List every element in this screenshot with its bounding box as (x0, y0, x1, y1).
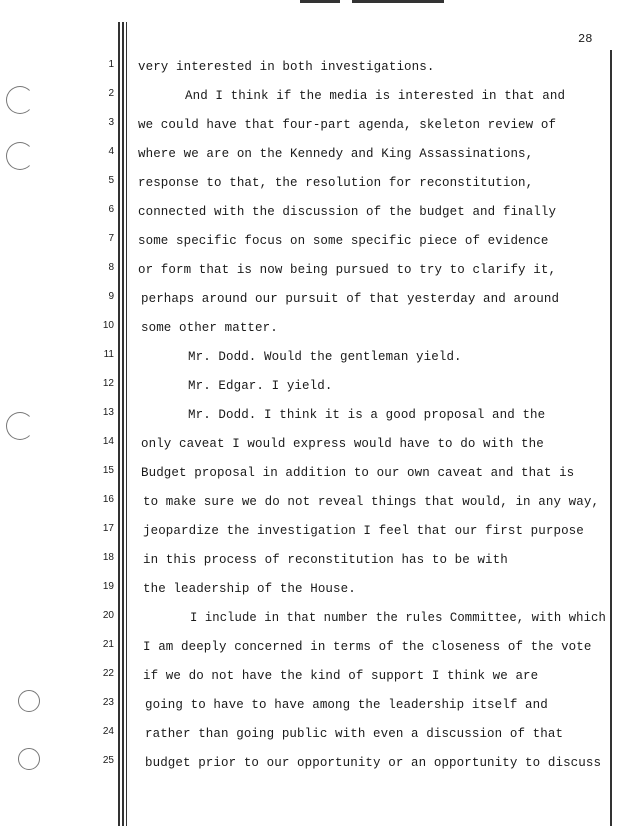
line-number: 7 (108, 233, 114, 244)
line-number: 21 (102, 639, 114, 650)
punch-hole (6, 86, 34, 114)
transcript-line: I am deeply concerned in terms of the closeness of the vote (143, 640, 592, 654)
punch-hole (6, 142, 34, 170)
transcript-line: some specific focus on some specific piece of evidence (138, 234, 549, 248)
line-number: 2 (108, 88, 114, 99)
line-number: 24 (102, 726, 114, 737)
line-number: 18 (102, 552, 114, 563)
line-number: 4 (108, 146, 114, 157)
transcript-line: perhaps around our pursuit of that yesterday and around (141, 292, 560, 306)
transcript-line: very interested in both investigations. (138, 60, 435, 74)
top-header-mark (300, 0, 340, 3)
left-margin-rule (122, 22, 124, 826)
line-number: 3 (108, 117, 114, 128)
right-margin-rule (610, 50, 612, 826)
transcript-line: rather than going public with even a discussion of that (145, 727, 564, 741)
transcript-line: budget prior to our opportunity or an opportunity to discuss (145, 756, 602, 770)
line-number: 25 (102, 755, 114, 766)
transcript-line: only caveat I would express would have to do with the (141, 437, 544, 451)
line-number: 15 (102, 465, 114, 476)
transcript-line: if we do not have the kind of support I think we are (143, 669, 539, 683)
line-number: 6 (108, 204, 114, 215)
transcript-line: Mr. Dodd. Would the gentleman yield. (188, 350, 462, 364)
transcript-line: jeopardize the investigation I feel that our first purpose (143, 524, 584, 538)
transcript-line: where we are on the Kennedy and King Assassinations, (138, 147, 534, 161)
line-number: 11 (103, 349, 114, 360)
line-number: 23 (102, 697, 114, 708)
line-number: 14 (102, 436, 114, 447)
line-number: 12 (102, 378, 114, 389)
punch-hole (18, 690, 40, 712)
line-number: 9 (108, 291, 114, 302)
line-number: 17 (102, 523, 114, 534)
left-margin-rule (126, 22, 127, 826)
line-number: 20 (102, 610, 114, 621)
transcript-line: the leadership of the House. (143, 582, 356, 596)
transcript-line: connected with the discussion of the budget and finally (138, 205, 557, 219)
line-number: 19 (102, 581, 114, 592)
left-margin-rule (118, 22, 120, 826)
transcript-line: Mr. Edgar. I yield. (188, 379, 333, 393)
transcript-line: or form that is now being pursued to try to clarify it, (138, 263, 557, 277)
line-number: 8 (108, 262, 114, 273)
page-number: 28 (578, 32, 593, 46)
transcript-line: response to that, the resolution for reconstitution, (138, 176, 534, 190)
transcript-line: Mr. Dodd. I think it is a good proposal and the (188, 408, 546, 422)
top-header-mark (352, 0, 444, 3)
line-number: 22 (102, 668, 114, 679)
punch-hole (18, 748, 40, 770)
transcript-line: Budget proposal in addition to our own caveat and that is (141, 466, 575, 480)
transcript-line: to make sure we do not reveal things that would, in any way, (143, 495, 600, 509)
line-number: 10 (102, 320, 114, 331)
transcript-line: some other matter. (141, 321, 278, 335)
line-number: 16 (102, 494, 114, 505)
transcript-line: in this process of reconstitution has to be with (143, 553, 508, 567)
transcript-line: And I think if the media is interested in that and (185, 89, 566, 103)
line-number: 1 (108, 59, 114, 70)
transcript-line: I include in that number the rules Committee, with which (190, 611, 606, 625)
line-number: 5 (108, 175, 114, 186)
transcript-line: going to have to have among the leadership itself and (145, 698, 548, 712)
line-number: 13 (102, 407, 114, 418)
punch-hole (6, 412, 34, 440)
transcript-line: we could have that four-part agenda, skeleton review of (138, 118, 557, 132)
